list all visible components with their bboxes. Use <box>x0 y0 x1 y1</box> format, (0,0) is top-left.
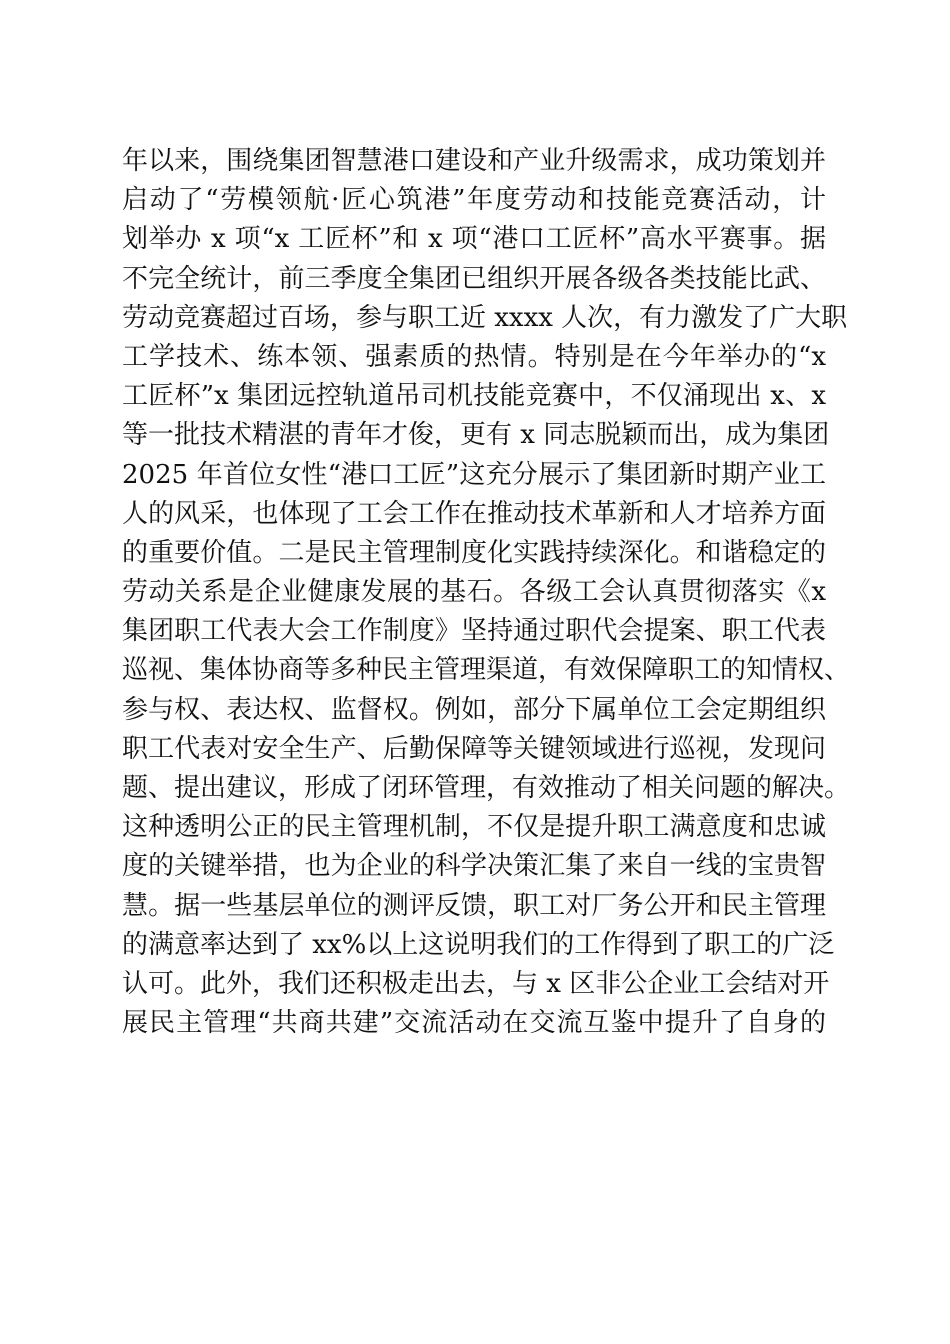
text-line: 不完全统计，前三季度全集团已组织开展各级各类技能比武、 <box>122 263 826 294</box>
text-line: 劳动竞赛超过百场，参与职工近 xxxx 人次，有力激发了广大职 <box>122 302 848 333</box>
text-line: 划举办 x 项“x 工匠杯”和 x 项“港口工匠杯”高水平赛事。据 <box>122 224 826 255</box>
text-line: 参与权、表达权、监督权。例如，部分下属单位工会定期组织 <box>122 694 826 725</box>
text-line: 度的关键举措，也为企业的科学决策汇集了来自一线的宝贵智 <box>122 851 826 882</box>
text-line: 人的风采，也体现了工会工作在推动技术革新和人才培养方面 <box>122 498 826 529</box>
text-line: 等一批技术精湛的青年才俊，更有 x 同志脱颖而出，成为集团 <box>122 420 830 451</box>
text-line: 集团职工代表大会工作制度》坚持通过职代会提案、职工代表 <box>122 616 826 647</box>
text-line: 年以来，围绕集团智慧港口建设和产业升级需求，成功策划并 <box>122 146 826 176</box>
document-body <box>122 142 851 1043</box>
text-line: 这种透明公正的民主管理机制，不仅是提升职工满意度和忠诚 <box>122 812 826 843</box>
text-line: 题、提出建议，形成了闭环管理，有效推动了相关问题的解决。 <box>122 773 851 803</box>
text-line: 2025 年首位女性“港口工匠”这充分展示了集团新时期产业工 <box>122 459 826 490</box>
text-line: 劳动关系是企业健康发展的基石。各级工会认真贯彻落实《x <box>122 577 826 608</box>
text-line: 职工代表对安全生产、后勤保障等关键领域进行巡视，发现问 <box>122 733 826 764</box>
text-line: 启动了“劳模领航·匠心筑港”年度劳动和技能竞赛活动，计 <box>122 185 826 216</box>
text-line: 慧。据一些基层单位的测评反馈，职工对厂务公开和民主管理 <box>122 890 826 921</box>
text-line: 工匠杯”x 集团远控轨道吊司机技能竞赛中，不仅涌现出 x、x <box>122 381 826 412</box>
text-line: 巡视、集体协商等多种民主管理渠道，有效保障职工的知情权、 <box>122 655 851 686</box>
text-line: 认可。此外，我们还积极走出去，与 x 区非公企业工会结对开 <box>122 968 830 999</box>
text-line: 的重要价值。二是民主管理制度化实践持续深化。和谐稳定的 <box>122 537 826 568</box>
text-line: 的满意率达到了 xx%以上这说明我们的工作得到了职工的广泛 <box>122 929 835 960</box>
text-line: 工学技术、练本领、强素质的热情。特别是在今年举办的“x <box>122 341 826 372</box>
text-line: 展民主管理“共商共建”交流活动在交流互鉴中提升了自身的 <box>122 1008 826 1039</box>
